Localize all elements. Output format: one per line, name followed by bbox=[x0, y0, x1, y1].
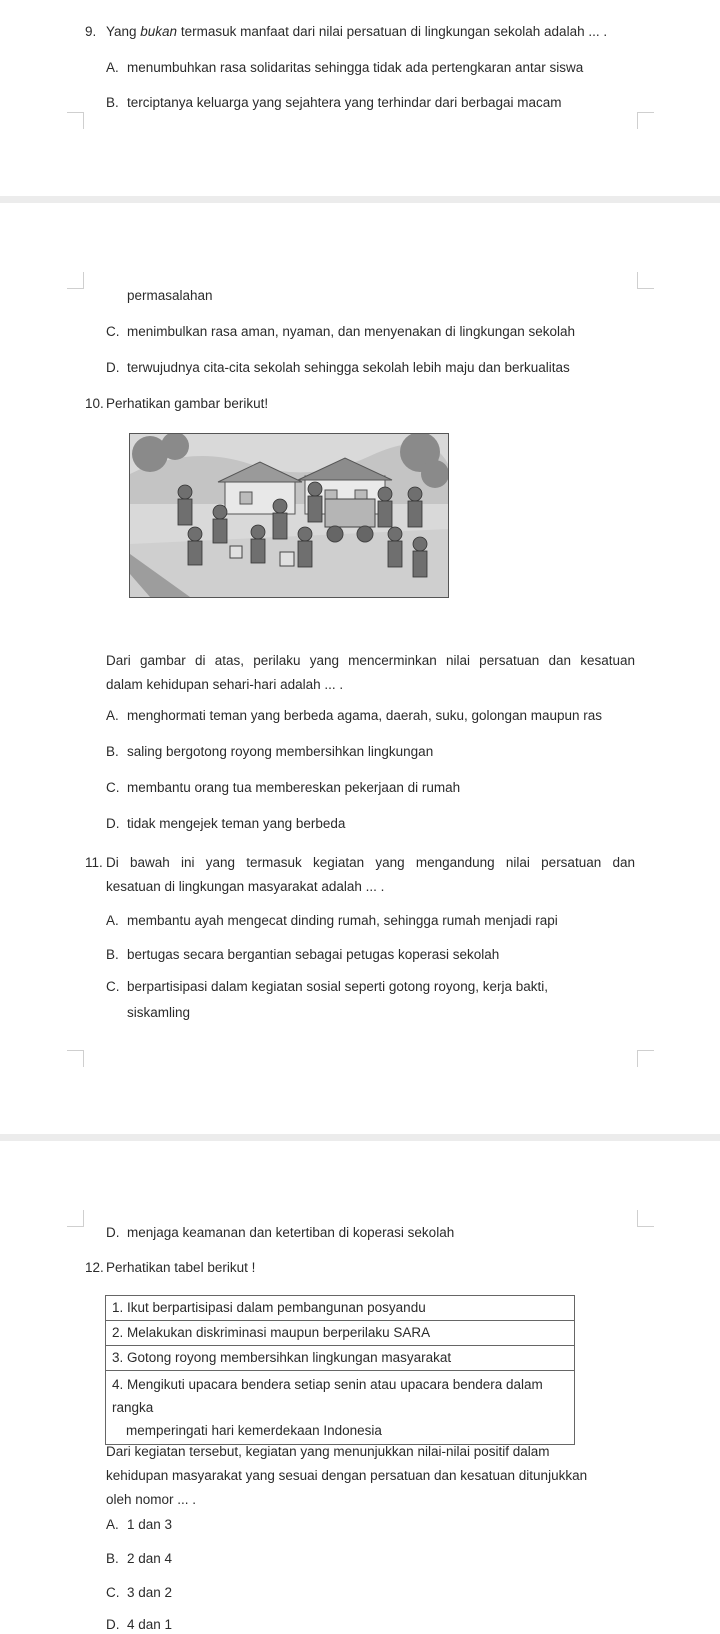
q11-option-a: A. membantu ayah mengecat dinding rumah, sehingga rumah menjadi rapi bbox=[106, 913, 558, 928]
q9-number: 9. bbox=[85, 24, 97, 39]
q10-intro: 10. Perhatikan gambar berikut! bbox=[85, 396, 269, 411]
crop-mark bbox=[67, 1210, 84, 1227]
q9-option-b: B. terciptanya keluarga yang sejahtera yang terhindar dari berbagai macam bbox=[106, 95, 562, 110]
gotong-royong-illustration bbox=[130, 434, 448, 597]
q11-option-c-continued: siskamling bbox=[127, 1005, 191, 1020]
crop-mark bbox=[637, 112, 654, 129]
q9-option-d: D. terwujudnya cita-cita sekolah sehingga sekolah lebih maju dan berkualitas bbox=[106, 360, 570, 375]
q12-stem-line1: Dari kegiatan tersebut, kegiatan yang menunjukkan nilai-nilai positif dalam bbox=[106, 1444, 550, 1459]
q12-option-c: C. 3 dan 2 bbox=[106, 1585, 173, 1600]
q12-number: 12. bbox=[85, 1260, 104, 1275]
q11-option-b: B. bertugas secara bergantian sebagai petugas koperasi sekolah bbox=[106, 947, 500, 962]
q12-option-a: A. 1 dan 3 bbox=[106, 1517, 173, 1532]
table-row bbox=[106, 1321, 575, 1346]
q11-stem-line2: kesatuan di lingkungan masyarakat adalah ... . bbox=[106, 879, 385, 894]
q12-intro: 12. Perhatikan tabel berikut ! bbox=[85, 1260, 256, 1275]
q11-option-d: D. menjaga keamanan dan ketertiban di koperasi sekolah bbox=[106, 1225, 455, 1240]
q10-option-d: D. tidak mengejek teman yang berbeda bbox=[106, 816, 346, 831]
q11-option-c: C. berpartisipasi dalam kegiatan sosial seperti gotong royong, kerja bakti, bbox=[106, 979, 548, 994]
crop-mark bbox=[637, 1210, 654, 1227]
crop-mark bbox=[637, 1050, 654, 1067]
q9-emphasis: bukan bbox=[140, 24, 178, 39]
crop-mark bbox=[637, 272, 654, 289]
table-row bbox=[106, 1346, 575, 1371]
q10-option-c: C. membantu orang tua membereskan pekerjaan di rumah bbox=[106, 780, 461, 795]
q10-option-a: A. menghormati teman yang berbeda agama, daerah, suku, golongan maupun ras bbox=[106, 708, 603, 723]
q12-stem bbox=[106, 1440, 587, 1512]
q11-stem bbox=[85, 851, 635, 899]
table-row bbox=[106, 1371, 575, 1445]
page-separator bbox=[0, 196, 720, 203]
q12-stem-line3: oleh nomor ... . bbox=[106, 1492, 197, 1507]
q12-option-b: B. 2 dan 4 bbox=[106, 1551, 173, 1566]
q10-stem-line2: dalam kehidupan sehari-hari adalah ... . bbox=[106, 677, 344, 692]
q12-table bbox=[105, 1295, 575, 1445]
crop-mark bbox=[67, 1050, 84, 1067]
q12-stem-line2: kehidupan masyarakat yang sesuai dengan persatuan dan kesatuan ditunjukkan bbox=[106, 1468, 588, 1483]
page-separator bbox=[0, 1134, 720, 1141]
q10-number: 10. bbox=[85, 396, 104, 411]
q9-option-c: C. menimbulkan rasa aman, nyaman, dan menyenakan di lingkungan sekolah bbox=[106, 324, 576, 339]
q10-illustration bbox=[129, 433, 449, 598]
q9-option-b-continued: permasalahan bbox=[127, 288, 213, 303]
table-cell: 4. Mengikuti upacara bendera setiap senin atau upacara bendera dalam rangka memperingati hari kemerdekaan Indonesia bbox=[106, 1371, 575, 1445]
q10-stem-line1: Dari gambar di atas, perilaku yang mencerminkan nilai persatuan dan kesatuan bbox=[106, 653, 635, 668]
q9-stem: 9. Yang bukan termasuk manfaat dari nilai persatuan di lingkungan sekolah adalah ... . bbox=[85, 24, 608, 39]
crop-mark bbox=[67, 112, 84, 129]
q11-stem-line1: Di bawah ini yang termasuk kegiatan yang mengandung nilai persatuan dan bbox=[106, 855, 635, 870]
table-row bbox=[106, 1296, 575, 1321]
table-cell: 2. Melakukan diskriminasi maupun berperilaku SARA bbox=[106, 1321, 575, 1346]
q9-option-a: A. menumbuhkan rasa solidaritas sehingga tidak ada pertengkaran antar siswa bbox=[106, 60, 584, 75]
q11-number: 11. bbox=[85, 855, 103, 870]
table-cell: 1. Ikut berpartisipasi dalam pembangunan posyandu bbox=[106, 1296, 575, 1321]
q10-stem bbox=[106, 649, 635, 697]
q10-option-b: B. saling bergotong royong membersihkan lingkungan bbox=[106, 744, 434, 759]
crop-mark bbox=[67, 272, 84, 289]
q12-option-d: D. 4 dan 1 bbox=[106, 1617, 173, 1632]
table-cell: 3. Gotong royong membersihkan lingkungan masyarakat bbox=[106, 1346, 575, 1371]
